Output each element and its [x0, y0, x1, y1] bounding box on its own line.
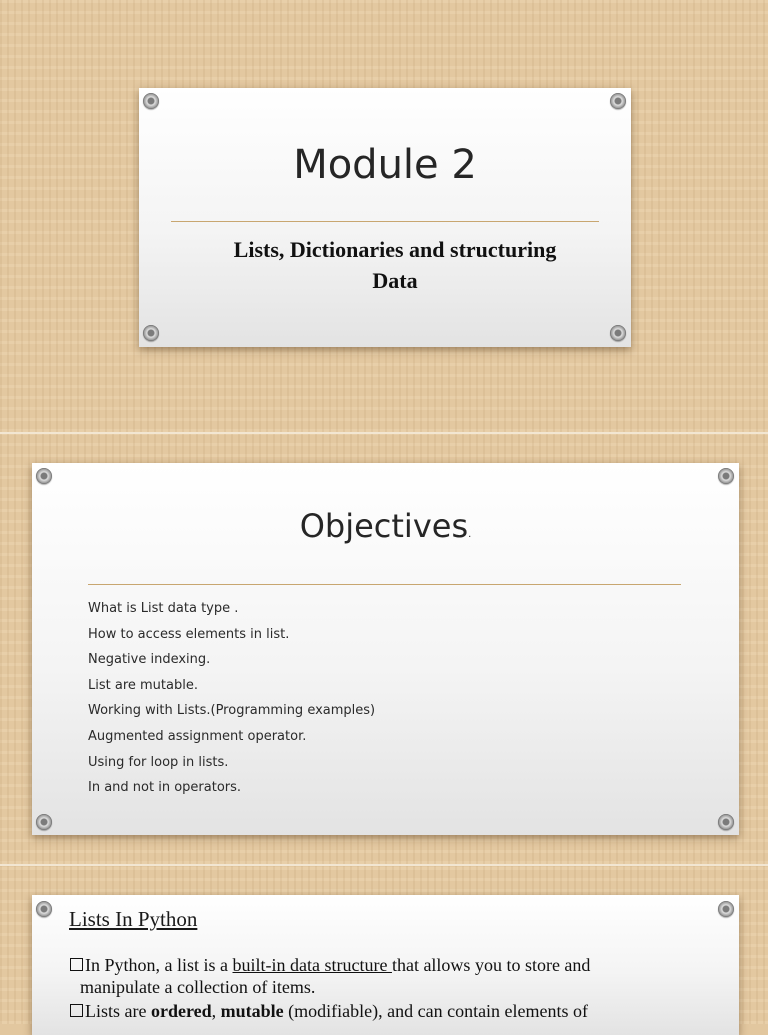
- checkbox-bullet-icon: [70, 958, 83, 971]
- module-subtitle: [199, 234, 591, 296]
- bolt-icon: [718, 814, 734, 830]
- title-divider: [171, 221, 599, 222]
- lists-paragraph-2: [70, 1000, 660, 1022]
- bolt-icon: [610, 325, 626, 341]
- objective-item: Augmented assignment operator.: [88, 728, 307, 744]
- objective-item: List are mutable.: [88, 677, 198, 693]
- ordered-text: ordered: [150, 1001, 212, 1021]
- para1-text-after: that allows you to store and: [391, 955, 591, 975]
- objective-item: Negative indexing.: [88, 652, 211, 668]
- lists-title: Lists In Python: [69, 907, 198, 931]
- objectives-list: [88, 596, 375, 801]
- objective-item: Working with Lists.(Programming examples): [88, 703, 376, 719]
- bolt-icon: [718, 468, 734, 484]
- bolt-icon: [718, 901, 734, 917]
- built-in-data-structure-text: built-in data structure: [232, 955, 392, 975]
- objective-item: What is List data type .: [88, 601, 239, 616]
- lists-paragraph-1: [70, 954, 660, 998]
- objectives-title-period: .: [468, 529, 472, 540]
- bolt-icon: [36, 468, 52, 484]
- bolt-icon: [36, 901, 52, 917]
- objective-item: How to access elements in list.: [88, 626, 290, 642]
- objectives-divider: [88, 584, 681, 585]
- objective-item: Using for loop in lists.: [88, 754, 229, 770]
- bolt-icon: [143, 325, 159, 341]
- para1-line2: manipulate a collection of items.: [80, 977, 316, 997]
- para2-text: Lists are: [85, 1001, 151, 1021]
- objectives-title-text: Objectives: [299, 507, 469, 545]
- mutable-text: mutable: [220, 1001, 284, 1021]
- subtitle-line: Data: [372, 268, 418, 293]
- para1-text: In Python, a list is a: [85, 955, 233, 975]
- objectives-slide-panel: [32, 463, 739, 835]
- objective-item: In and not in operators.: [88, 780, 242, 796]
- lists-slide-panel: [32, 895, 739, 1035]
- bolt-icon: [610, 93, 626, 109]
- para2-text-after: (modifiable), and can contain elements of: [283, 1001, 589, 1021]
- para2-comma: ,: [211, 1001, 221, 1021]
- bolt-icon: [143, 93, 159, 109]
- checkbox-bullet-icon: [70, 1004, 83, 1017]
- bolt-icon: [36, 814, 52, 830]
- subtitle-line: Lists, Dictionaries and structuring: [233, 237, 557, 262]
- title-slide-panel: [139, 88, 631, 347]
- objectives-title: [32, 507, 739, 545]
- module-title: Module 2: [293, 142, 477, 188]
